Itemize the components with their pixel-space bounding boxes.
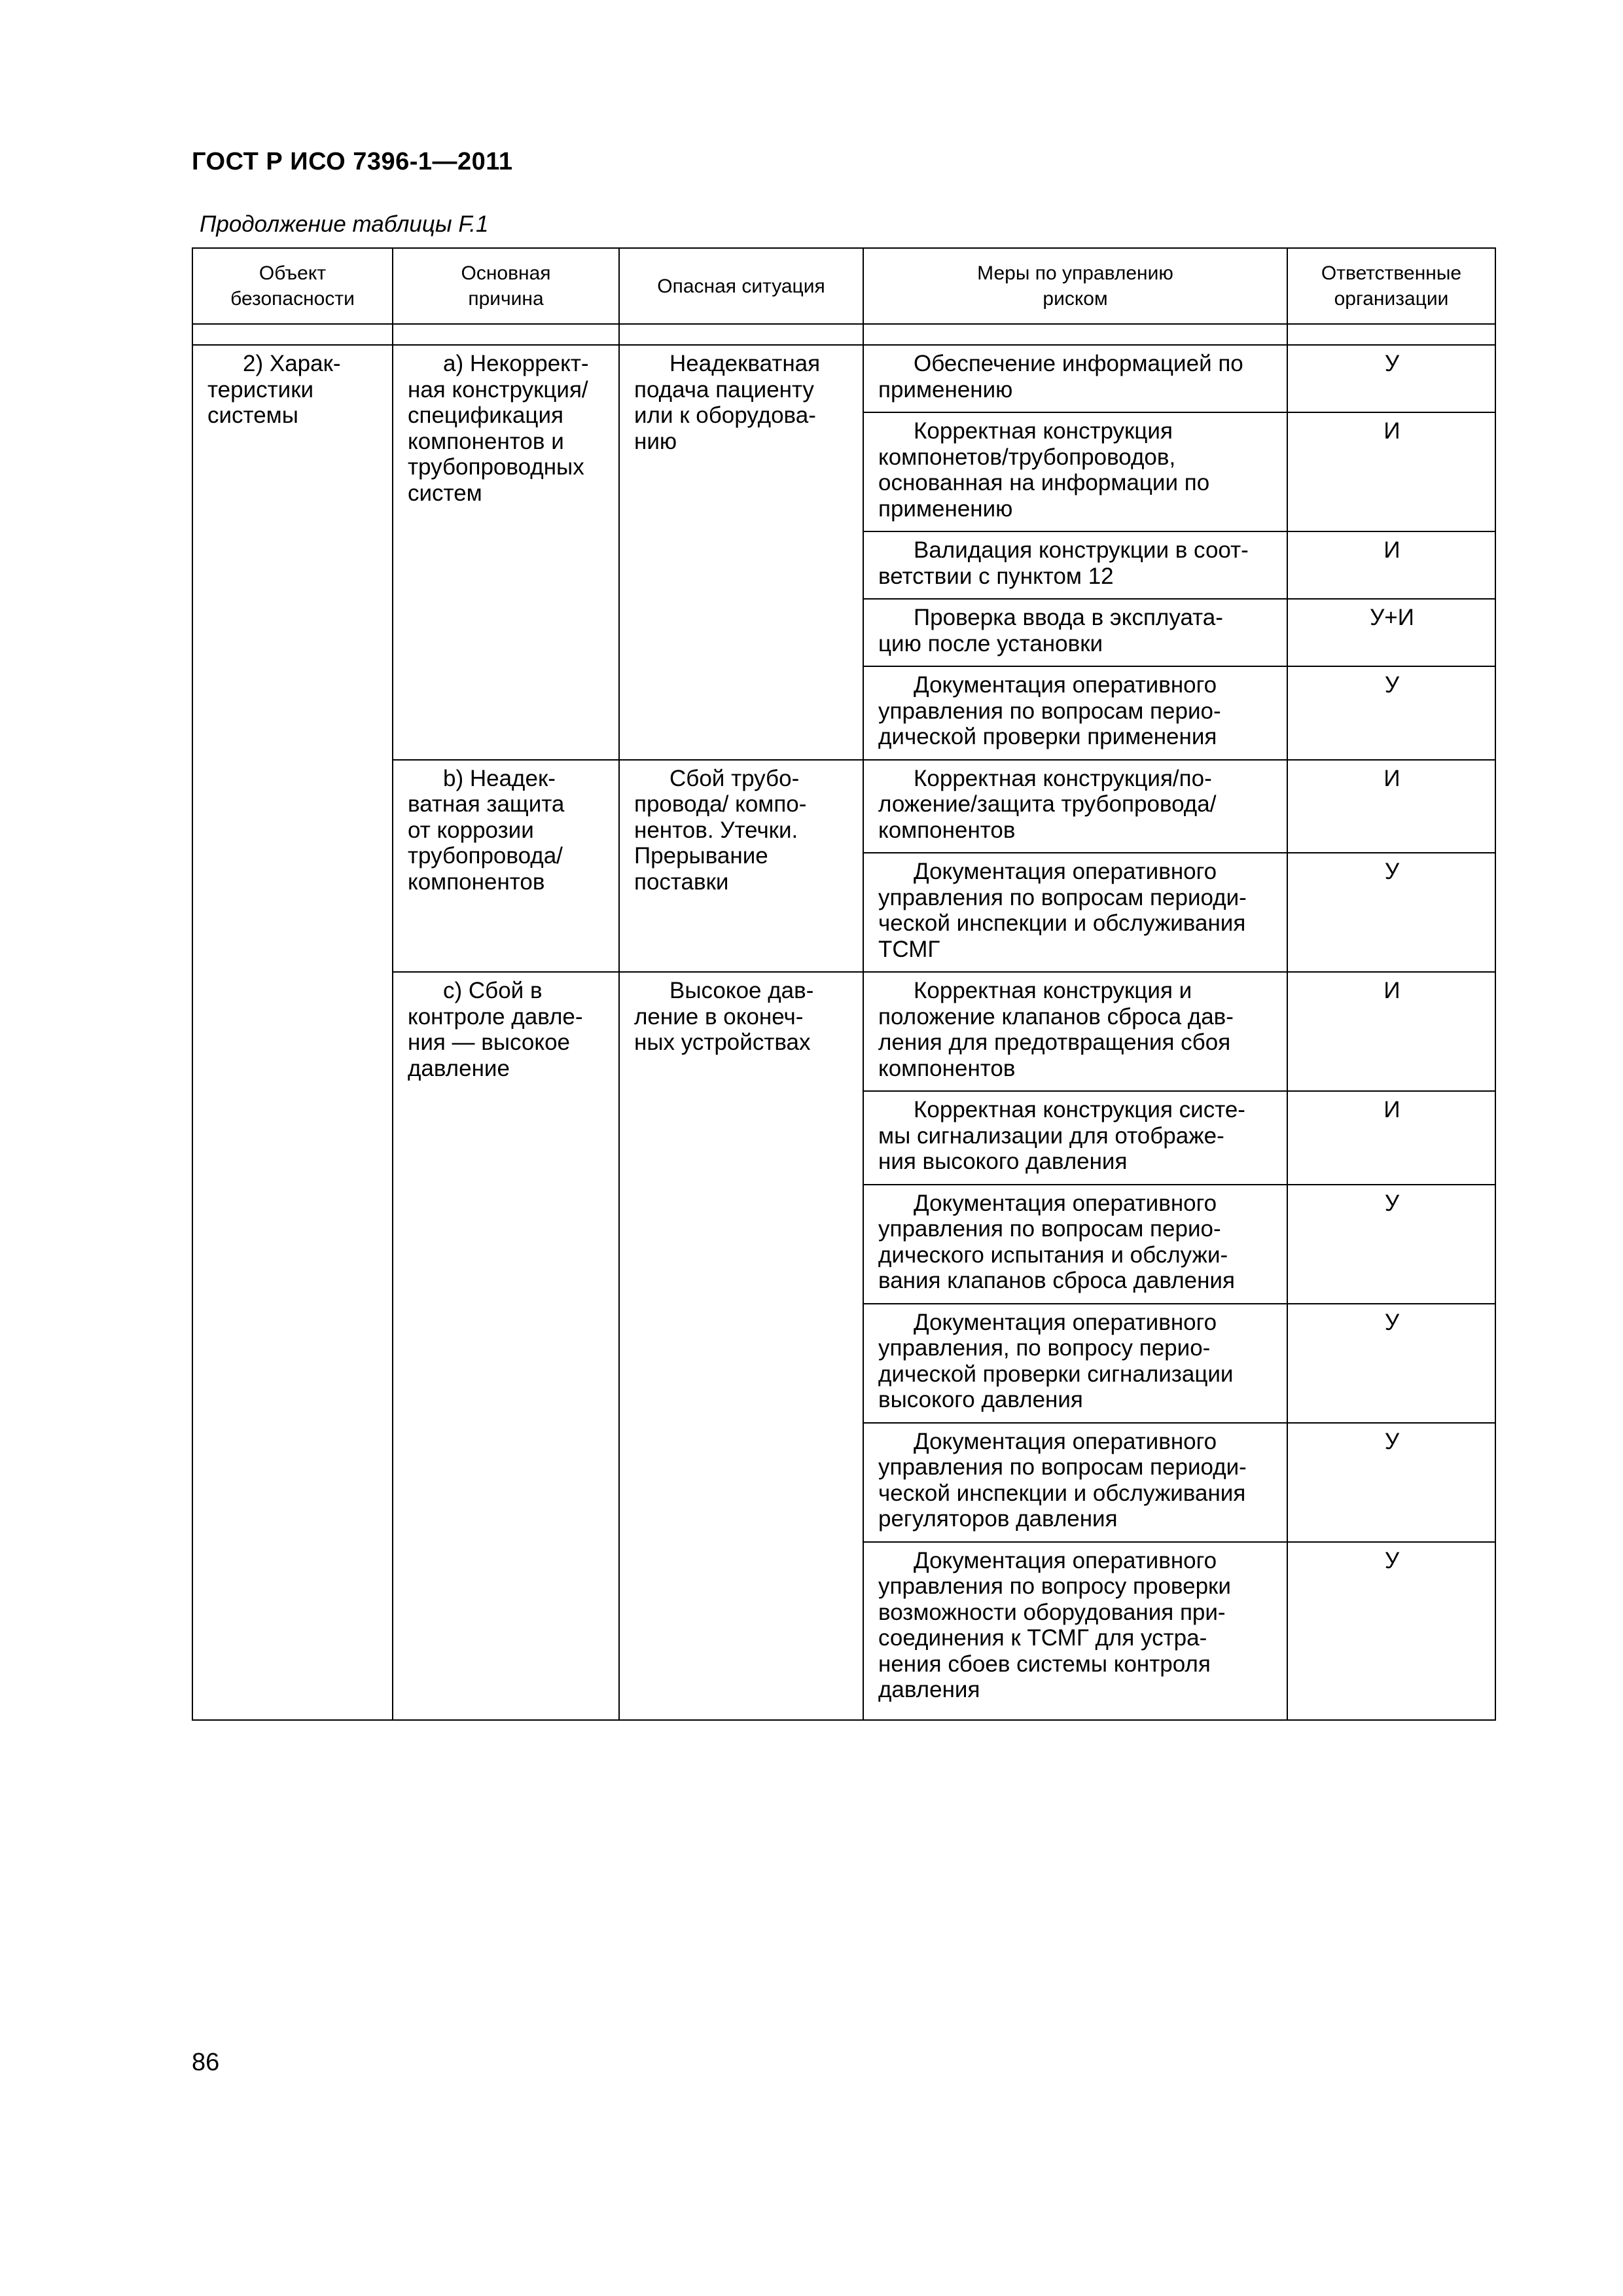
cause-cell: b) Неадек- ватная защита от коррозии трубопровода/ компонентов bbox=[393, 760, 619, 973]
table-caption: Продолжение таблицы F.1 bbox=[200, 211, 489, 237]
measure-cell: Корректная конструкция систе- мы сигнализации для отображе- ния высокого давления bbox=[863, 1091, 1287, 1185]
header-gap bbox=[192, 324, 1495, 345]
organization-cell: У bbox=[1287, 1423, 1495, 1542]
organization-cell: У bbox=[1287, 853, 1495, 972]
organization-cell: И bbox=[1287, 531, 1495, 599]
safety-object-cell: 2) Харак- теристики системы bbox=[192, 345, 393, 1720]
organization-cell: У bbox=[1287, 1542, 1495, 1720]
header-cause: Основная причина bbox=[393, 248, 619, 324]
measure-cell: Валидация конструкции в соот- ветствии с пунктом 12 bbox=[863, 531, 1287, 599]
document-title: ГОСТ Р ИСО 7396-1—2011 bbox=[192, 148, 513, 175]
organization-cell: И bbox=[1287, 760, 1495, 853]
measure-cell: Документация оперативного управления, по вопросу перио- дической проверки сигнализации высокого давления bbox=[863, 1304, 1287, 1423]
table-row bbox=[192, 345, 1495, 412]
cause-cell: a) Некоррект- ная конструкция/ спецификация компонентов и трубопроводных систем bbox=[393, 345, 619, 760]
header-hazard: Опасная ситуация bbox=[619, 248, 863, 324]
header-measures: Меры по управлению риском bbox=[863, 248, 1287, 324]
organization-cell: И bbox=[1287, 1091, 1495, 1185]
measure-cell: Документация оперативного управления по вопросам периоди- ческой инспекции и обслуживания ТСМГ bbox=[863, 853, 1287, 972]
organization-cell: И bbox=[1287, 412, 1495, 531]
organization-cell: У bbox=[1287, 1185, 1495, 1304]
measure-cell: Проверка ввода в эксплуата- цию после установки bbox=[863, 599, 1287, 666]
measure-cell: Корректная конструкция и положение клапанов сброса дав- ления для предотвращения сбоя компонентов bbox=[863, 972, 1287, 1091]
organization-cell: У bbox=[1287, 666, 1495, 760]
organization-cell: У bbox=[1287, 345, 1495, 412]
cause-cell: c) Сбой в контроле давле- ния — высокое давление bbox=[393, 972, 619, 1720]
header-object: Объект безопасности bbox=[192, 248, 393, 324]
hazard-cell: Высокое дав- ление в оконеч- ных устройствах bbox=[619, 972, 863, 1720]
measure-cell: Документация оперативного управления по вопросам периоди- ческой инспекции и обслуживания регуляторов давления bbox=[863, 1423, 1287, 1542]
organization-cell: У+И bbox=[1287, 599, 1495, 666]
measure-cell: Документация оперативного управления по вопросам перио- дического испытания и обслужи- вания клапанов сброса давления bbox=[863, 1185, 1287, 1304]
organization-cell: И bbox=[1287, 972, 1495, 1091]
measure-cell: Обеспечение информацией по применению bbox=[863, 345, 1287, 412]
measure-cell: Документация оперативного управления по вопросу проверки возможности оборудования при- соединения к ТСМГ для устра- нения сбоев системы контроля давления bbox=[863, 1542, 1287, 1720]
measure-cell: Документация оперативного управления по вопросам перио- дической проверки применения bbox=[863, 666, 1287, 760]
measure-cell: Корректная конструкция/по- ложение/защита трубопровода/ компонентов bbox=[863, 760, 1287, 853]
header-organizations: Ответственные организации bbox=[1287, 248, 1495, 324]
organization-cell: У bbox=[1287, 1304, 1495, 1423]
hazard-cell: Неадекватная подача пациенту или к оборудова- нию bbox=[619, 345, 863, 760]
page-number: 86 bbox=[192, 2049, 220, 2076]
measure-cell: Корректная конструкция компонетов/трубопроводов, основанная на информации по применению bbox=[863, 412, 1287, 531]
hazard-cell: Сбой трубо- провода/ компо- нентов. Утечки. Прерывание поставки bbox=[619, 760, 863, 973]
risk-table bbox=[192, 247, 1496, 1721]
table-header-row bbox=[192, 248, 1495, 324]
